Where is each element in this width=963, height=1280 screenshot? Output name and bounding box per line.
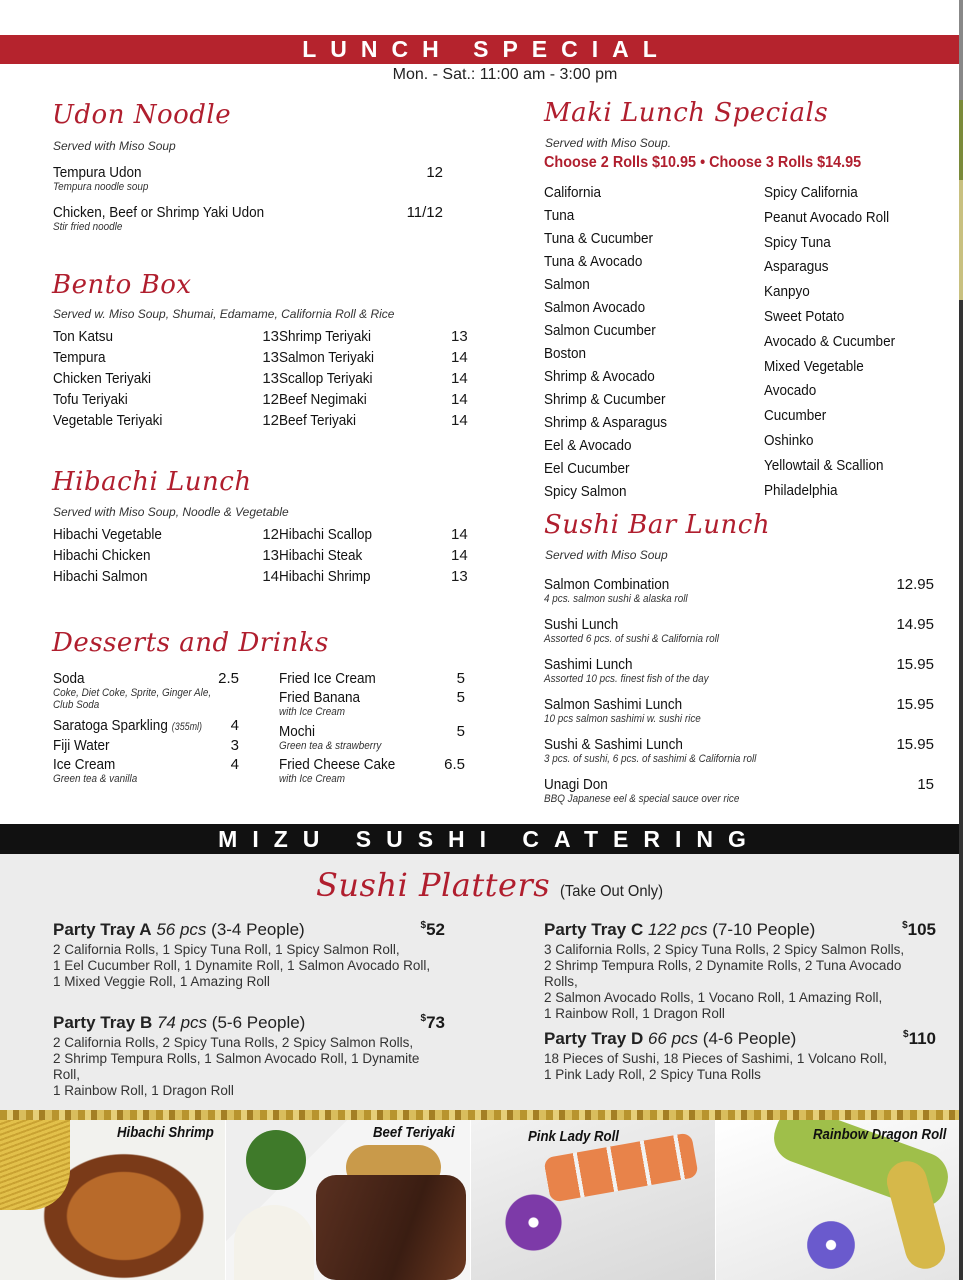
photo-rainbow-dragon-roll [716, 1120, 959, 1280]
bento-items [53, 328, 468, 433]
noodles-shape [0, 1120, 70, 1210]
bento-subtitle: Served w. Miso Soup, Shumai, Edamame, California Roll & Rice [53, 307, 395, 321]
item-desc: with Ice Cream [279, 773, 346, 785]
orchid-shape [501, 1190, 566, 1255]
item-price: 14 [451, 412, 468, 429]
list-item: Kanpyo [764, 283, 810, 301]
item-name: Soda [53, 670, 85, 687]
tray-name: Party Tray D [544, 1029, 644, 1048]
list-item: Salmon Avocado [544, 299, 646, 316]
item-price: 4 [230, 717, 239, 734]
hibachi-items [53, 526, 468, 589]
list-item: Avocado & Cucumber [764, 332, 896, 350]
menu-item [544, 736, 934, 765]
beef-shape [316, 1175, 466, 1280]
tray-name: Party Tray C [544, 920, 644, 939]
photo-label: Hibachi Shrimp [117, 1124, 214, 1141]
item-desc: Club Soda [53, 699, 100, 711]
photo-label: Rainbow Dragon Roll [813, 1126, 947, 1143]
menu-item [53, 756, 239, 785]
photo-label: Beef Teriyaki [373, 1124, 455, 1141]
list-item: Spicy California [764, 184, 858, 201]
list-item: Tuna [544, 207, 575, 224]
menu-item [53, 204, 443, 233]
item-name: Fried Cheese Cake [279, 756, 396, 773]
list-item: Cucumber [764, 407, 827, 425]
tray-name: Party Tray B [53, 1013, 153, 1032]
item-name: Fried Banana [279, 689, 361, 706]
item-name: Salmon Teriyaki [279, 349, 375, 366]
item-price: 14 [451, 370, 468, 387]
item-name: Vegetable Teriyaki [53, 412, 163, 429]
photo-hibachi-shrimp [0, 1120, 225, 1280]
broccoli-shape [246, 1130, 306, 1190]
list-item: California [544, 184, 602, 201]
list-item: Eel Cucumber [544, 460, 630, 477]
item-name: Sashimi Lunch [544, 656, 633, 673]
bento-section-title: Bento Box [52, 270, 192, 300]
list-item: Shrimp & Cucumber [544, 391, 666, 408]
menu-item [544, 696, 934, 725]
menu-item [544, 616, 934, 645]
list-item: Shrimp & Asparagus [544, 414, 668, 431]
list-item: Boston [544, 345, 587, 362]
item-price: 13 [262, 370, 279, 387]
tray-contents: 2 California Rolls, 1 Spicy Tuna Roll, 1 Spicy Salmon Roll, 1 Eel Cucumber Roll, 1 Dynamite Roll, 1 Salmon Avocado Roll, 1 Mixed Veggie Roll, 1 Amazing Roll [53, 942, 431, 989]
item-desc: 3 pcs. of sushi, 6 pcs. of sashimi & California roll [544, 753, 757, 765]
item-price: 13 [262, 328, 279, 345]
platters-title: Sushi Platters [316, 866, 551, 904]
tray-pcs: 74 pcs [156, 1013, 208, 1032]
item-name: Sushi Lunch [544, 616, 619, 633]
platters-heading [316, 866, 672, 904]
tray-pcs: 122 pcs [647, 920, 708, 939]
menu-item [53, 737, 239, 754]
hibachi-subtitle: Served with Miso Soup, Noodle & Vegetable [53, 505, 289, 519]
item-name: Tofu Teriyaki [53, 391, 128, 408]
rice-shape [234, 1205, 314, 1280]
item-price: 4 [230, 756, 239, 773]
item-desc: Tempura noodle soup [53, 181, 149, 193]
list-item: Spicy Tuna [764, 233, 831, 251]
item-desc: with Ice Cream [279, 706, 346, 718]
tray-price: $73 [420, 1013, 445, 1032]
item-price: 5 [456, 723, 465, 740]
list-item: Peanut Avocado Roll [764, 208, 890, 226]
item-name: Sushi & Sashimi Lunch [544, 736, 683, 753]
item-desc: Assorted 6 pcs. of sushi & California roll [544, 633, 719, 645]
tray-price: $52 [420, 920, 445, 939]
item-name: Ice Cream [53, 756, 116, 773]
maki-subtitle: Served with Miso Soup. [545, 136, 672, 150]
item-name: Salmon Sashimi Lunch [544, 696, 683, 713]
page-edge [959, 0, 963, 1280]
item-desc: Green tea & strawberry [279, 740, 382, 752]
item-name: Tempura Udon [53, 164, 142, 181]
menu-item [544, 576, 934, 605]
item-price: 12 [262, 412, 279, 429]
list-item: Yellowtail & Scallion [764, 456, 884, 474]
item-desc: Assorted 10 pcs. finest fish of the day [544, 673, 709, 685]
item-name: Hibachi Vegetable [53, 526, 162, 543]
list-item: Shrimp & Avocado [544, 368, 655, 385]
item-name: Beef Negimaki [279, 391, 367, 408]
item-note: (355ml) [171, 721, 202, 733]
udon-subtitle: Served with Miso Soup [53, 139, 176, 153]
maki-section-title: Maki Lunch Specials [544, 98, 829, 128]
party-tray-a [53, 920, 445, 990]
lunch-special-banner: LUNCH SPECIAL [0, 35, 959, 64]
item-price: 2.5 [218, 670, 239, 687]
item-price: 14 [451, 547, 468, 564]
list-item: Oshinko [764, 431, 814, 449]
item-price: 6.5 [444, 756, 465, 773]
item-price: 14 [451, 526, 468, 543]
item-name: Hibachi Chicken [53, 547, 151, 564]
item-price: 15 [917, 776, 934, 793]
maki-pricing: Choose 2 Rolls $10.95 • Choose 3 Rolls $14.95 [544, 154, 862, 171]
party-tray-b [53, 1013, 445, 1099]
takeout-note: (Take Out Only) [560, 883, 664, 900]
udon-section-title: Udon Noodle [52, 100, 232, 130]
item-price: 13 [262, 547, 279, 564]
item-name: Tempura [53, 349, 106, 366]
item-price: 15.95 [896, 696, 934, 713]
item-name: Unagi Don [544, 776, 608, 793]
list-item: Salmon Cucumber [544, 322, 656, 339]
item-price: 14 [451, 391, 468, 408]
list-item: Asparagus [764, 258, 829, 276]
item-price: 12 [262, 391, 279, 408]
sushibar-section-title: Sushi Bar Lunch [544, 510, 771, 540]
list-item: Spicy Salmon [544, 483, 627, 500]
item-price: 12 [262, 526, 279, 543]
list-item: Salmon [544, 276, 590, 293]
item-desc: 10 pcs salmon sashimi w. sushi rice [544, 713, 701, 725]
list-item: Tuna & Avocado [544, 253, 643, 270]
item-price: 14 [451, 349, 468, 366]
item-price: 13 [451, 328, 468, 345]
maki-list-right [764, 181, 910, 503]
item-name: Mochi [279, 723, 316, 740]
menu-item [544, 656, 934, 685]
tray-contents: 18 Pieces of Sushi, 18 Pieces of Sashimi, 1 Volcano Roll, 1 Pink Lady Roll, 2 Spicy Tuna Rolls [544, 1051, 887, 1082]
menu-item [279, 689, 465, 718]
item-price: 13 [262, 349, 279, 366]
item-price: 3 [230, 737, 239, 754]
list-item: Avocado [764, 382, 817, 400]
item-price: 5 [456, 670, 465, 687]
item-name: Scallop Teriyaki [279, 370, 373, 387]
photo-beef-teriyaki [226, 1120, 470, 1280]
menu-item [53, 164, 443, 193]
item-price: 12.95 [896, 576, 934, 593]
tray-pcs: 66 pcs [647, 1029, 699, 1048]
item-desc: Coke, Diet Coke, Sprite, Ginger Ale, [53, 687, 212, 699]
party-tray-d [544, 1029, 936, 1083]
item-price: 14 [262, 568, 279, 585]
menu-item [53, 717, 239, 734]
item-desc: BBQ Japanese eel & special sauce over rice [544, 793, 740, 805]
item-name: Hibachi Salmon [53, 568, 148, 585]
desserts-section-title: Desserts and Drinks [52, 628, 329, 658]
tray-people: (3-4 People) [211, 920, 305, 939]
photo-pink-lady-roll [471, 1120, 715, 1280]
gold-divider [0, 1110, 959, 1120]
catering-banner: MIZU SUSHI CATERING [0, 824, 959, 854]
tray-people: (4-6 People) [702, 1029, 797, 1048]
menu-item [279, 756, 465, 785]
item-price: 15.95 [896, 656, 934, 673]
photo-label: Pink Lady Roll [528, 1128, 619, 1145]
item-name: Fiji Water [53, 737, 110, 754]
item-price: 14.95 [896, 616, 934, 633]
item-desc: Green tea & vanilla [53, 773, 138, 785]
menu-item [544, 776, 934, 805]
list-item: Eel & Avocado [544, 437, 632, 454]
list-item: Mixed Vegetable [764, 357, 864, 375]
maki-list-left [544, 181, 681, 503]
tray-contents: 2 California Rolls, 2 Spicy Tuna Rolls, 2 Spicy Salmon Rolls, 2 Shrimp Tempura Rolls, 1 Salmon Avocado Roll, 1 Dynamite Roll, 1 Rainbow Roll, 1 Dragon Roll [53, 1035, 420, 1098]
list-item: Philadelphia [764, 481, 838, 499]
tray-people: (5-6 People) [211, 1013, 306, 1032]
item-name: Shrimp Teriyaki [279, 328, 372, 345]
tray-price: $110 [903, 1029, 936, 1048]
item-name: Chicken Teriyaki [53, 370, 152, 387]
item-name: Chicken, Beef or Shrimp Yaki Udon [53, 204, 265, 221]
list-item: Tuna & Cucumber [544, 230, 654, 247]
item-name: Hibachi Scallop [279, 526, 373, 543]
menu-item [279, 670, 465, 687]
lunch-hours: Mon. - Sat.: 11:00 am - 3:00 pm [392, 66, 618, 83]
item-price: 12 [426, 164, 443, 181]
item-price: 11/12 [406, 204, 443, 221]
flower-shape [801, 1220, 861, 1270]
tray-people: (7-10 People) [712, 920, 816, 939]
tray-contents: 3 California Rolls, 2 Spicy Tuna Rolls, 2 Spicy Salmon Rolls, 2 Shrimp Tempura Rolls, 2 Dynamite Rolls, 2 Tuna Avocado Rolls, 2 Salmon Avocado Rolls, 1 Vocano Roll, 1 Amazing Roll, 1 Rainbow Roll, 1 Dragon Roll [544, 942, 905, 1021]
item-name: Fried Ice Cream [279, 670, 376, 687]
tray-pcs: 56 pcs [156, 920, 207, 939]
list-item: Sweet Potato [764, 307, 845, 325]
item-price: 15.95 [896, 736, 934, 753]
menu-item [53, 670, 239, 711]
item-desc: 4 pcs. salmon sushi & alaska roll [544, 593, 688, 605]
item-name: Hibachi Shrimp [279, 568, 371, 585]
item-price: 13 [451, 568, 468, 585]
item-name: Salmon Combination [544, 576, 670, 593]
menu-item [279, 723, 465, 752]
tray-price: $105 [902, 920, 936, 939]
hibachi-section-title: Hibachi Lunch [52, 467, 252, 497]
item-name: Hibachi Steak [279, 547, 363, 564]
item-name: Beef Teriyaki [279, 412, 357, 429]
tray-name: Party Tray A [53, 920, 152, 939]
item-name: Saratoga Sparkling [53, 717, 168, 734]
item-name: Ton Katsu [53, 328, 114, 345]
item-desc: Stir fried noodle [53, 221, 123, 233]
item-price: 5 [456, 689, 465, 706]
party-tray-c [544, 920, 936, 1022]
sushibar-subtitle: Served with Miso Soup [545, 548, 668, 562]
